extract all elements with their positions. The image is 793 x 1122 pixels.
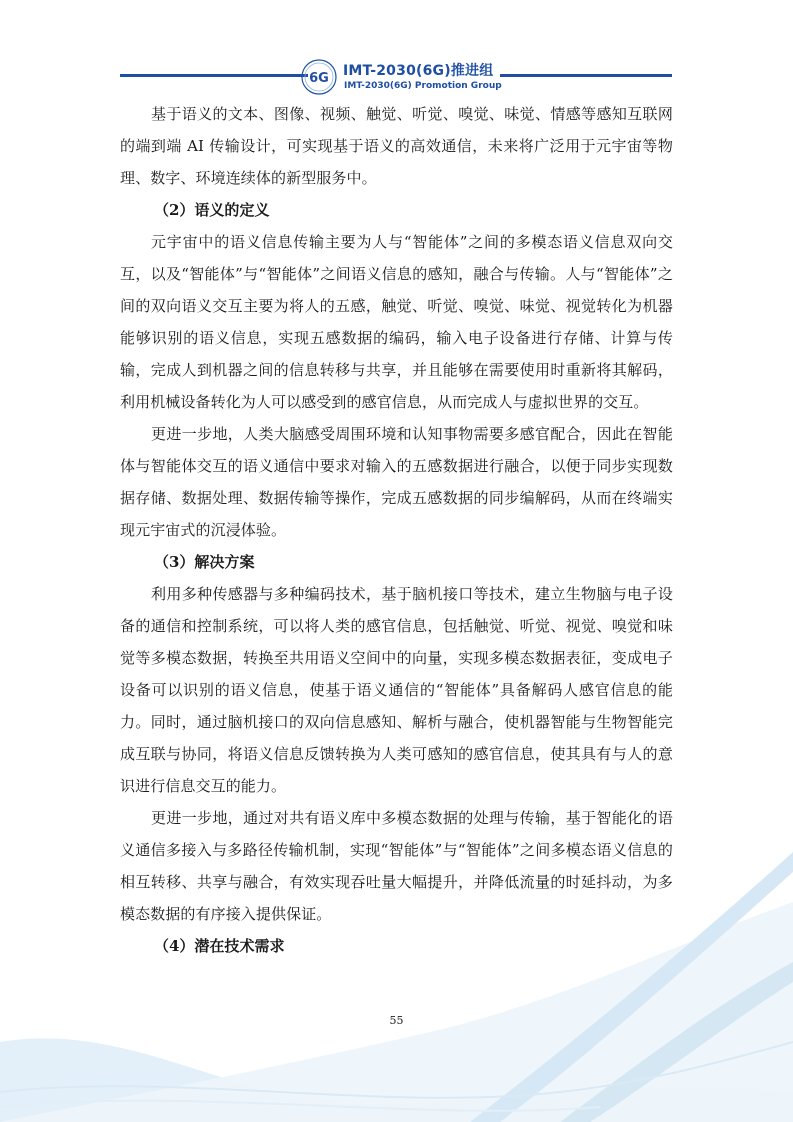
paragraph-semantic-intro: 基于语义的文本、图像、视频、触觉、听觉、嗅觉、味觉、情感等感知互联网的端到端 AI 传输设计，可实现基于语义的高效通信，未来将广泛用于元宇宙等物理、数字、环境连续体的新型服务中。	[120, 105, 673, 187]
header-subtitle: IMT-2030(6G) Promotion Group	[344, 81, 502, 91]
paragraph-solution-bci: 利用多种传感器与多种编码技术，基于脑机接口等技术，建立生物脑与电子设备的通信和控制系统，可以将人类的感官信息，包括触觉、听觉、视觉、嗅觉和味觉等多模态数据，转换至共用语义空间中的向量，实现多模态数据表征，变成电子设备可以识别的语义信息，使基于语义通信的“智能体”具备解码人感官信息的能力。同时，通过脑机接口的双向信息感知、解析与融合，使机器智能与生物智能完成互联与协同，将语义信息反馈转换为人类可感知的感官信息，使其具有与人的意识进行信息交互的能力。	[120, 585, 673, 795]
paragraph-multisensory-fusion: 更进一步地，人类大脑感受周围环境和认知事物需要多感官配合，因此在智能体与智能体交互的语义通信中要求对输入的五感数据进行融合，以便于同步实现数据存储、数据处理、数据传输等操作，完成五感数据的同步编解码，从而在终端实现元宇宙式的沉浸体验。	[120, 425, 673, 539]
header-title: IMT-2030(6G)推进组	[343, 63, 494, 79]
heading-solution: （3）解决方案	[154, 553, 255, 571]
document-body	[120, 98, 673, 962]
paragraph-solution-multiaccess: 更进一步地，通过对共有语义库中多模态数据的处理与传输，基于智能化的语义通信多接入与多路径传输机制，实现“智能体”与“智能体”之间多模态语义信息的相互转移、共享与融合，有效实现吞吐量大幅提升，并降低流量的时延抖动，为多模态数据的有序接入提供保证。	[120, 809, 673, 923]
heading-potential-requirements: （4）潜在技术需求	[154, 937, 285, 955]
heading-semantic-definition: （2）语义的定义	[154, 201, 270, 219]
header-rule-right	[500, 74, 672, 77]
paragraph-semantic-definition: 元宇宙中的语义信息传输主要为人与“智能体”之间的多模态语义信息双向交互，以及“智能体”与“智能体”之间语义信息的感知，融合与传输。人与“智能体”之间的双向语义交互主要为将人的五感，触觉、听觉、嗅觉、味觉、视觉转化为机器能够识别的语义信息，实现五感数据的编码，输入电子设备进行存储、计算与传输，完成人到机器之间的信息转移与共享，并且能够在需要使用时重新将其解码，利用机械设备转化为人可以感受到的感官信息，从而完成人与虚拟世界的交互。	[120, 233, 673, 411]
page-header	[0, 0, 793, 100]
header-rule-left	[120, 74, 308, 77]
page-number: 55	[389, 1014, 404, 1027]
imt2030-logo-icon	[300, 58, 338, 96]
logo-text: 6G	[309, 71, 329, 86]
